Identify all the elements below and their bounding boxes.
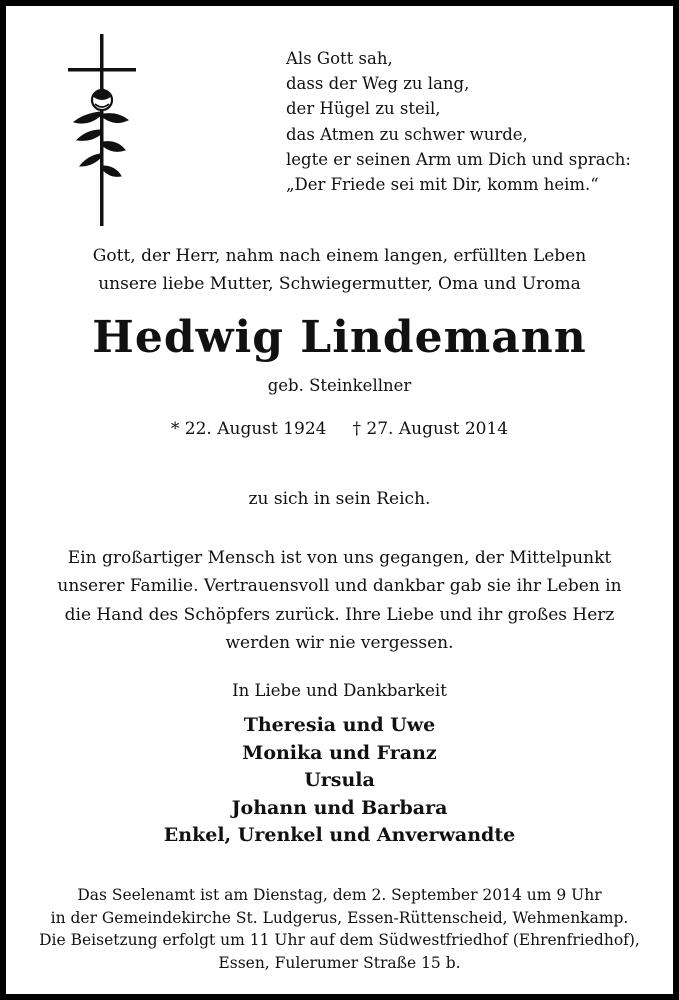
tribute-text [30, 544, 649, 657]
funeral-line: Das Seelenamt ist am Dienstag, dem 2. September 2014 um 9 Uhr [77, 886, 602, 904]
tribute-line: Ein großartiger Mensch ist von uns gegangen, der Mittelpunkt [67, 548, 612, 568]
mourner-name: Johann und Barbara [231, 796, 448, 819]
intro-line: Gott, der Herr, nahm nach einem langen, erfüllten Leben [92, 246, 587, 266]
closing-phrase: In Liebe und Dankbarkeit [232, 681, 447, 700]
poem-line: das Atmen zu schwer wurde, [286, 124, 528, 144]
funeral-line: Essen, Fulerumer Straße 15 b. [218, 953, 461, 972]
reich-line: zu sich in sein Reich. [248, 489, 431, 509]
death-date: † 27. August 2014 [352, 419, 509, 439]
deceased-name: Hedwig Lindemann [92, 312, 587, 363]
mourner-name: Theresia und Uwe [243, 714, 436, 736]
poem-line: der Hügel zu steil, [286, 99, 441, 119]
funeral-line: Die Beisetzung erfolgt um 11 Uhr auf dem Südwestfriedhof (Ehrenfriedhof), [39, 931, 640, 949]
poem [286, 46, 666, 197]
cross-with-rose-icon [64, 34, 144, 226]
intro-text [30, 242, 649, 298]
life-dates [30, 416, 649, 442]
mourner-name: Monika und Franz [242, 741, 437, 764]
mourners-list [30, 712, 649, 850]
poem-line: legte er seinen Arm um Dich und sprach: [286, 149, 631, 169]
mourner-name: Enkel, Urenkel und Anverwandte [163, 824, 516, 846]
mourner-name: Ursula [304, 769, 375, 791]
intro-line: unsere liebe Mutter, Schwiegermutter, Oma und Uroma [98, 274, 581, 294]
funeral-details [30, 884, 649, 974]
tribute-line: unserer Familie. Vertrauensvoll und dankbar gab sie ihr Leben in [57, 576, 622, 597]
poem-line: „Der Friede sei mit Dir, komm heim.“ [286, 175, 599, 195]
birth-date: * 22. August 1924 [170, 419, 327, 439]
tribute-line: werden wir nie vergessen. [225, 632, 454, 653]
tribute-line: die Hand des Schöpfers zurück. Ihre Liebe und ihr großes Herz [64, 604, 615, 625]
poem-line: Als Gott sah, [286, 49, 393, 68]
funeral-line: in der Gemeindekirche St. Ludgerus, Essen-Rüttenscheid, Wehmenkamp. [50, 908, 629, 927]
maiden-name: geb. Steinkellner [267, 376, 412, 395]
poem-line: dass der Weg zu lang, [286, 74, 470, 94]
